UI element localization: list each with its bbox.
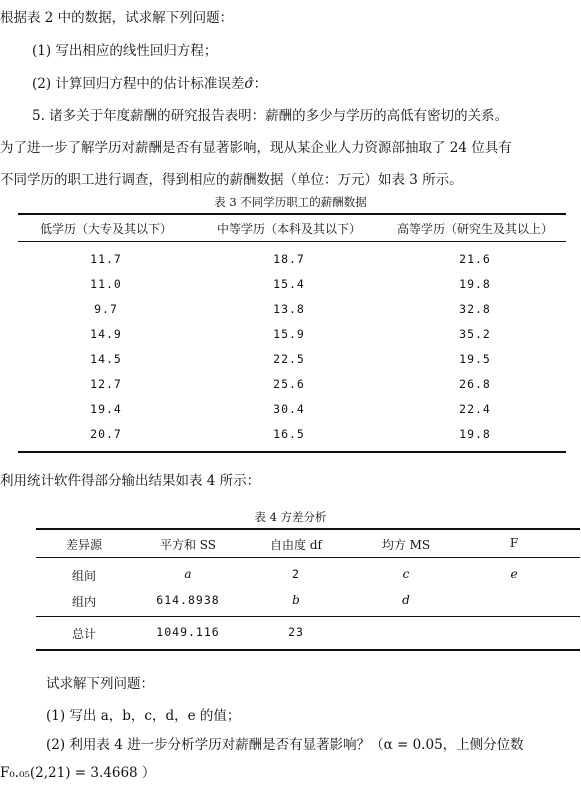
table4-header-rule [36,557,580,558]
table3-header-rule [18,241,566,242]
table4-header-source: 差异源 [65,538,102,552]
table3-header-high: 高等学历（研究生及其以上） [396,222,553,236]
question-1: (1) 写出 a，b，c，d，e 的值； [46,708,241,724]
table4-caption: 表 4 方差分析 [254,510,327,524]
question-2: (2) 利用表 4 进一步分析学历对薪酬是否有显著影响？（α = 0.05，上侧分位数 [46,737,524,753]
table4-top-rule [36,528,580,530]
table3-cell-low: 20.7 [90,427,122,441]
table4-total-rule [36,616,580,617]
problem5-line1: 5. 诸多关于年度薪酬的研究报告表明：薪酬的多少与学历的高低有密切的关系。 [32,108,509,124]
table3-cell-mid: 13.8 [273,302,305,316]
table4-row3-ss: 1049.116 [156,625,220,639]
table3-cell-low: 11.7 [90,252,122,266]
question-2-continuation: F₀.₀₅(2,21) = 3.4668 ） [0,765,156,781]
table4-row1-ss: a [184,567,192,581]
table3-cell-high: 19.5 [459,352,491,366]
table4-row3-df: 23 [288,625,304,639]
table3-cell-low: 9.7 [94,302,118,316]
table4-row1-df: 2 [292,567,300,581]
problem5-line2: 为了进一步了解学历对薪酬是否有显著影响，现从某企业人力资源部抽取了 24 位具有 [0,140,512,156]
table4-row1-source: 组间 [71,569,96,583]
intro-question-2-end: ： [253,76,268,92]
table4-header-df: 自由度 df [270,538,322,552]
table3-header-mid: 中等学历（本科及其以下） [216,222,361,236]
table3-cell-low: 11.0 [90,277,122,291]
intro-question-1: (1) 写出相应的线性回归方程； [32,43,218,59]
table4-bottom-rule [36,649,580,651]
table4-row1-f: e [510,567,518,581]
table3-cell-low: 14.9 [90,327,122,341]
table4-row2-ms: d [402,593,410,607]
table4-row2-ss: 614.8938 [156,593,220,607]
table4-row3-source: 总计 [71,627,96,641]
table3-cell-mid: 15.9 [273,327,305,341]
table3-cell-low: 14.5 [90,352,122,366]
table4-row2-df: b [292,593,300,607]
table3-cell-high: 21.6 [459,252,491,266]
problem5-line3: 不同学历的职工进行调查，得到相应的薪酬数据（单位：万元）如表 3 所示。 [0,172,463,188]
table4-row1-ms: c [402,567,410,581]
table3-header-low: 低学历（大专及其以下） [39,222,172,236]
table3-cell-mid: 18.7 [273,252,305,266]
table3-cell-high: 35.2 [459,327,491,341]
table3-cell-mid: 30.4 [273,402,305,416]
intro-question-2-text: (2) 计算回归方程中的估计标准误差 [32,76,245,92]
table3-cell-high: 26.8 [459,377,491,391]
table4-row2-source: 组内 [71,595,96,609]
table3-cell-mid: 16.5 [273,427,305,441]
table3-cell-low: 12.7 [90,377,122,391]
table3-cell-mid: 22.5 [273,352,305,366]
table3-cell-high: 19.8 [459,277,491,291]
table3-cell-high: 19.8 [459,427,491,441]
table3-cell-high: 22.4 [459,402,491,416]
table3-cell-mid: 15.4 [273,277,305,291]
table4-header-f: F [509,536,519,550]
table4-header-ms: 均方 MS [381,538,431,552]
mid-line: 利用统计软件得部分输出结果如表 4 所示： [0,473,261,489]
table3-caption: 表 3 不同学历职工的薪酬数据 [214,195,367,209]
table4-header-ss: 平方和 SS [159,538,217,552]
table3-cell-mid: 25.6 [273,377,305,391]
questions-lead: 试求解下列问题： [46,676,154,692]
table3-bottom-rule [18,451,566,453]
table3-top-rule [18,213,566,215]
table3-cell-low: 19.4 [90,402,122,416]
table3-cell-high: 32.8 [459,302,491,316]
sigma-hat-symbol: σ̂ [244,76,254,92]
intro-line: 根据表 2 中的数据，试求解下列问题： [0,10,234,26]
intro-question-2 [32,72,267,92]
